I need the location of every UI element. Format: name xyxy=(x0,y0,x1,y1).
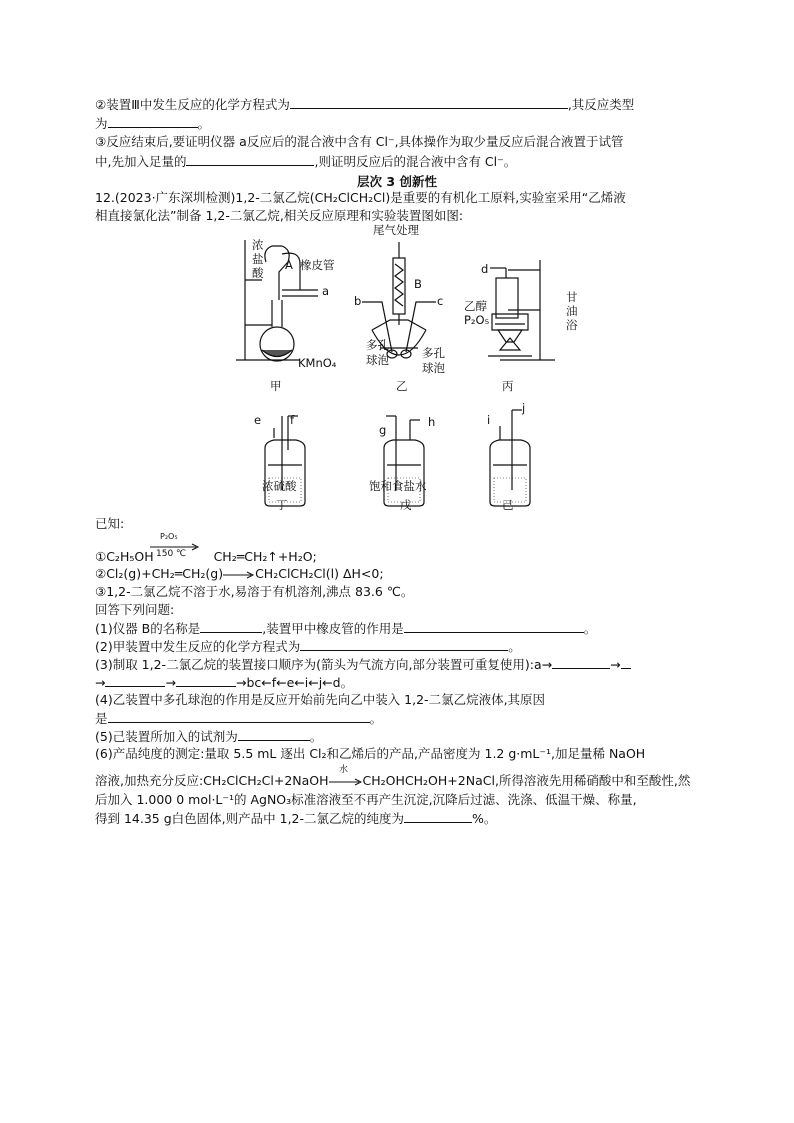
q3-prefix: (3)制取 1,2-二氯乙烷的装置接口顺序为(箭头为气流方向,部分装置可重复使用):a→ xyxy=(95,657,553,672)
q3-arrow-3: → xyxy=(165,675,176,690)
q3-line2 xyxy=(95,153,516,170)
ding-reagent-label: 浓硫酸 xyxy=(262,479,297,493)
jia-name: 甲 xyxy=(270,379,282,393)
q1-prefix: (1)仪器 B的名称是 xyxy=(95,621,201,636)
q3-suffix2: ,则证明反应后的混合液中含有 Cl⁻。 xyxy=(314,154,517,169)
q2-blank-equation[interactable] xyxy=(300,638,508,651)
jia-acid-label: 浓盐酸 xyxy=(252,238,264,280)
r2-right: CH₂ClCH₂Cl(l) ΔH<0; xyxy=(255,566,384,581)
q6-line4-left: 得到 14.35 g白色固体,则产品中 1,2-二氯乙烷的纯度为 xyxy=(95,811,405,826)
question-2 xyxy=(95,638,521,655)
q2-suffix: ,其反应类型 xyxy=(567,97,635,112)
q2-line xyxy=(95,96,634,113)
bing-p2o5-label: P₂O₅ xyxy=(464,313,490,327)
exhaust-label: 尾气处理 xyxy=(373,223,419,237)
q1-blank-name[interactable] xyxy=(200,620,262,633)
wu-name: 戊 xyxy=(400,498,412,512)
q1-end: 。 xyxy=(583,621,597,636)
ding-f-label: f xyxy=(290,413,295,427)
q12-line2: 相直接氯化法”制备 1,2-二氯乙烷,相关反应原理和实验装置图如图: xyxy=(95,208,464,223)
q4-blank-reason[interactable] xyxy=(108,710,370,723)
q5-end: 。 xyxy=(309,729,323,744)
q6-condition-water: 水 xyxy=(339,765,349,775)
bing-ethanol-label: 乙醇 xyxy=(464,299,487,313)
q3-line1: ③反应结束后,要证明仪器 a反应后的混合液中含有 Cl⁻,具体操作为取少量反应后混合液置于试管 xyxy=(95,134,624,149)
question-6-line4 xyxy=(95,810,496,827)
question-1 xyxy=(95,620,596,637)
q4-end: 。 xyxy=(369,711,383,726)
jia-tube-label: 橡皮管 xyxy=(300,258,335,272)
ding-e-label: e xyxy=(254,413,262,427)
q12-line1: 12.(2023·广东深圳检测)1,2-二氯乙烷(CH₂ClCH₂Cl)是重要的有机化工原料,实验室采用“乙烯液 xyxy=(95,190,626,205)
jia-reagent-label: KMnO₄ xyxy=(298,356,337,370)
question-4: (4)乙装置中多孔球泡的作用是反应开始前先向乙中装入 1,2-二氯乙烷液体,其原因 xyxy=(95,692,546,707)
question-3 xyxy=(95,656,631,673)
q4-prefix: 是 xyxy=(95,711,108,726)
yi-name: 乙 xyxy=(396,379,408,393)
yi-bulb-right-label: 多孔球泡 xyxy=(422,346,445,375)
section-title: 层次 3 创新性 xyxy=(357,174,437,189)
q2-answer-blank[interactable] xyxy=(290,96,568,109)
q6-line2-left: 溶液,加热充分反应:CH₂ClCH₂Cl+2NaOH xyxy=(95,773,329,788)
q1-middle: ,装置甲中橡皮管的作用是 xyxy=(262,621,404,636)
wu-reagent-label: 饱和食盐水 xyxy=(369,479,427,493)
questions-intro: 回答下列问题: xyxy=(95,602,175,617)
q6-line4-end: %。 xyxy=(472,811,497,826)
known-3: ③1,2-二氯乙烷不溶于水,易溶于有机溶剂,沸点 83.6 ℃。 xyxy=(95,584,414,599)
apparatus-ji xyxy=(490,410,530,506)
bing-glycerol-label: 甘油浴 xyxy=(566,290,578,332)
q5-blank-reagent[interactable] xyxy=(238,728,310,741)
question-6-line2 xyxy=(95,773,690,789)
wu-h-label: h xyxy=(428,415,436,429)
q2-line2-prefix: 为 xyxy=(95,116,108,131)
question-6-line3: 后加入 1.000 0 mol·L⁻¹的 AgNO₃标准溶液至不再产生沉淀,沉降后过滤、洗涤、低温干燥、称量, xyxy=(95,792,637,807)
apparatus-bing xyxy=(488,260,555,360)
r1-left: ①C₂H₅OH xyxy=(95,549,154,564)
q3-blank-3[interactable] xyxy=(105,674,165,687)
ding-name: 丁 xyxy=(276,498,288,512)
q3-prefix2: 中,先加入足量的 xyxy=(95,154,187,169)
ji-j-label: j xyxy=(522,401,526,415)
bing-name: 丙 xyxy=(502,379,514,393)
yi-b-label: b xyxy=(354,294,362,308)
question-3-line2 xyxy=(95,674,353,691)
question-5 xyxy=(95,728,322,745)
apparatus-diagram xyxy=(0,220,794,520)
q3-blank-4[interactable] xyxy=(176,674,236,687)
q3-blank-2[interactable] xyxy=(621,656,631,669)
ji-name: 己 xyxy=(502,498,514,512)
known-title: 已知: xyxy=(95,516,125,531)
ji-i-label: i xyxy=(487,413,491,427)
q2-end: 。 xyxy=(197,116,211,131)
q2-type-blank[interactable] xyxy=(108,115,198,128)
yi-bulb-left-label: 多孔球泡 xyxy=(366,338,389,367)
question-4-line2 xyxy=(95,710,382,727)
q3-reagent-blank[interactable] xyxy=(186,153,314,166)
q3-blank-1[interactable] xyxy=(552,656,610,669)
bing-d-label: d xyxy=(481,262,489,276)
jia-a-label: a xyxy=(322,284,330,298)
q2-end: 。 xyxy=(508,639,521,654)
question-6-line1: (6)产品纯度的测定:量取 5.5 mL 逐出 Cl₂和乙烯后的产品,产品密度为 1.2 g·mL⁻¹,加足量稀 NaOH xyxy=(95,746,646,761)
r1-cond-bottom: 150 ℃ xyxy=(156,549,187,559)
q2-prefix: (2)甲装置中发生反应的化学方程式为 xyxy=(95,639,301,654)
reaction-2 xyxy=(95,566,384,582)
wu-g-label: g xyxy=(379,423,387,437)
r2-arrow xyxy=(223,571,255,579)
yi-B-label: B xyxy=(414,277,422,291)
q3-arrow-1: → xyxy=(610,657,621,672)
q6-blank-purity[interactable] xyxy=(404,810,472,823)
q1-blank-function[interactable] xyxy=(404,620,584,633)
r1-right: CH₂═CH₂↑+H₂O; xyxy=(213,549,317,564)
q5-prefix: (5)己装置所加入的试剂为 xyxy=(95,729,238,744)
q6-arrow xyxy=(329,778,363,786)
q6-line2-right: CH₂OHCH₂OH+2NaCl,所得溶液先用稀硝酸中和至酸性,然 xyxy=(362,773,691,788)
q2-line2 xyxy=(95,115,210,132)
q2-prefix: ②装置Ⅲ中发生反应的化学方程式为 xyxy=(95,97,290,112)
q3-suffix: →bc←f←e←i←j←d。 xyxy=(235,675,354,690)
q3-arrow-2: → xyxy=(95,675,106,690)
reaction-1 xyxy=(95,549,317,565)
r2-left: ②Cl₂(g)+CH₂═CH₂(g) xyxy=(95,566,224,581)
yi-c-label: c xyxy=(437,294,444,308)
r1-cond-top: P₂O₅ xyxy=(160,532,178,541)
jia-A-label: A xyxy=(285,258,293,272)
